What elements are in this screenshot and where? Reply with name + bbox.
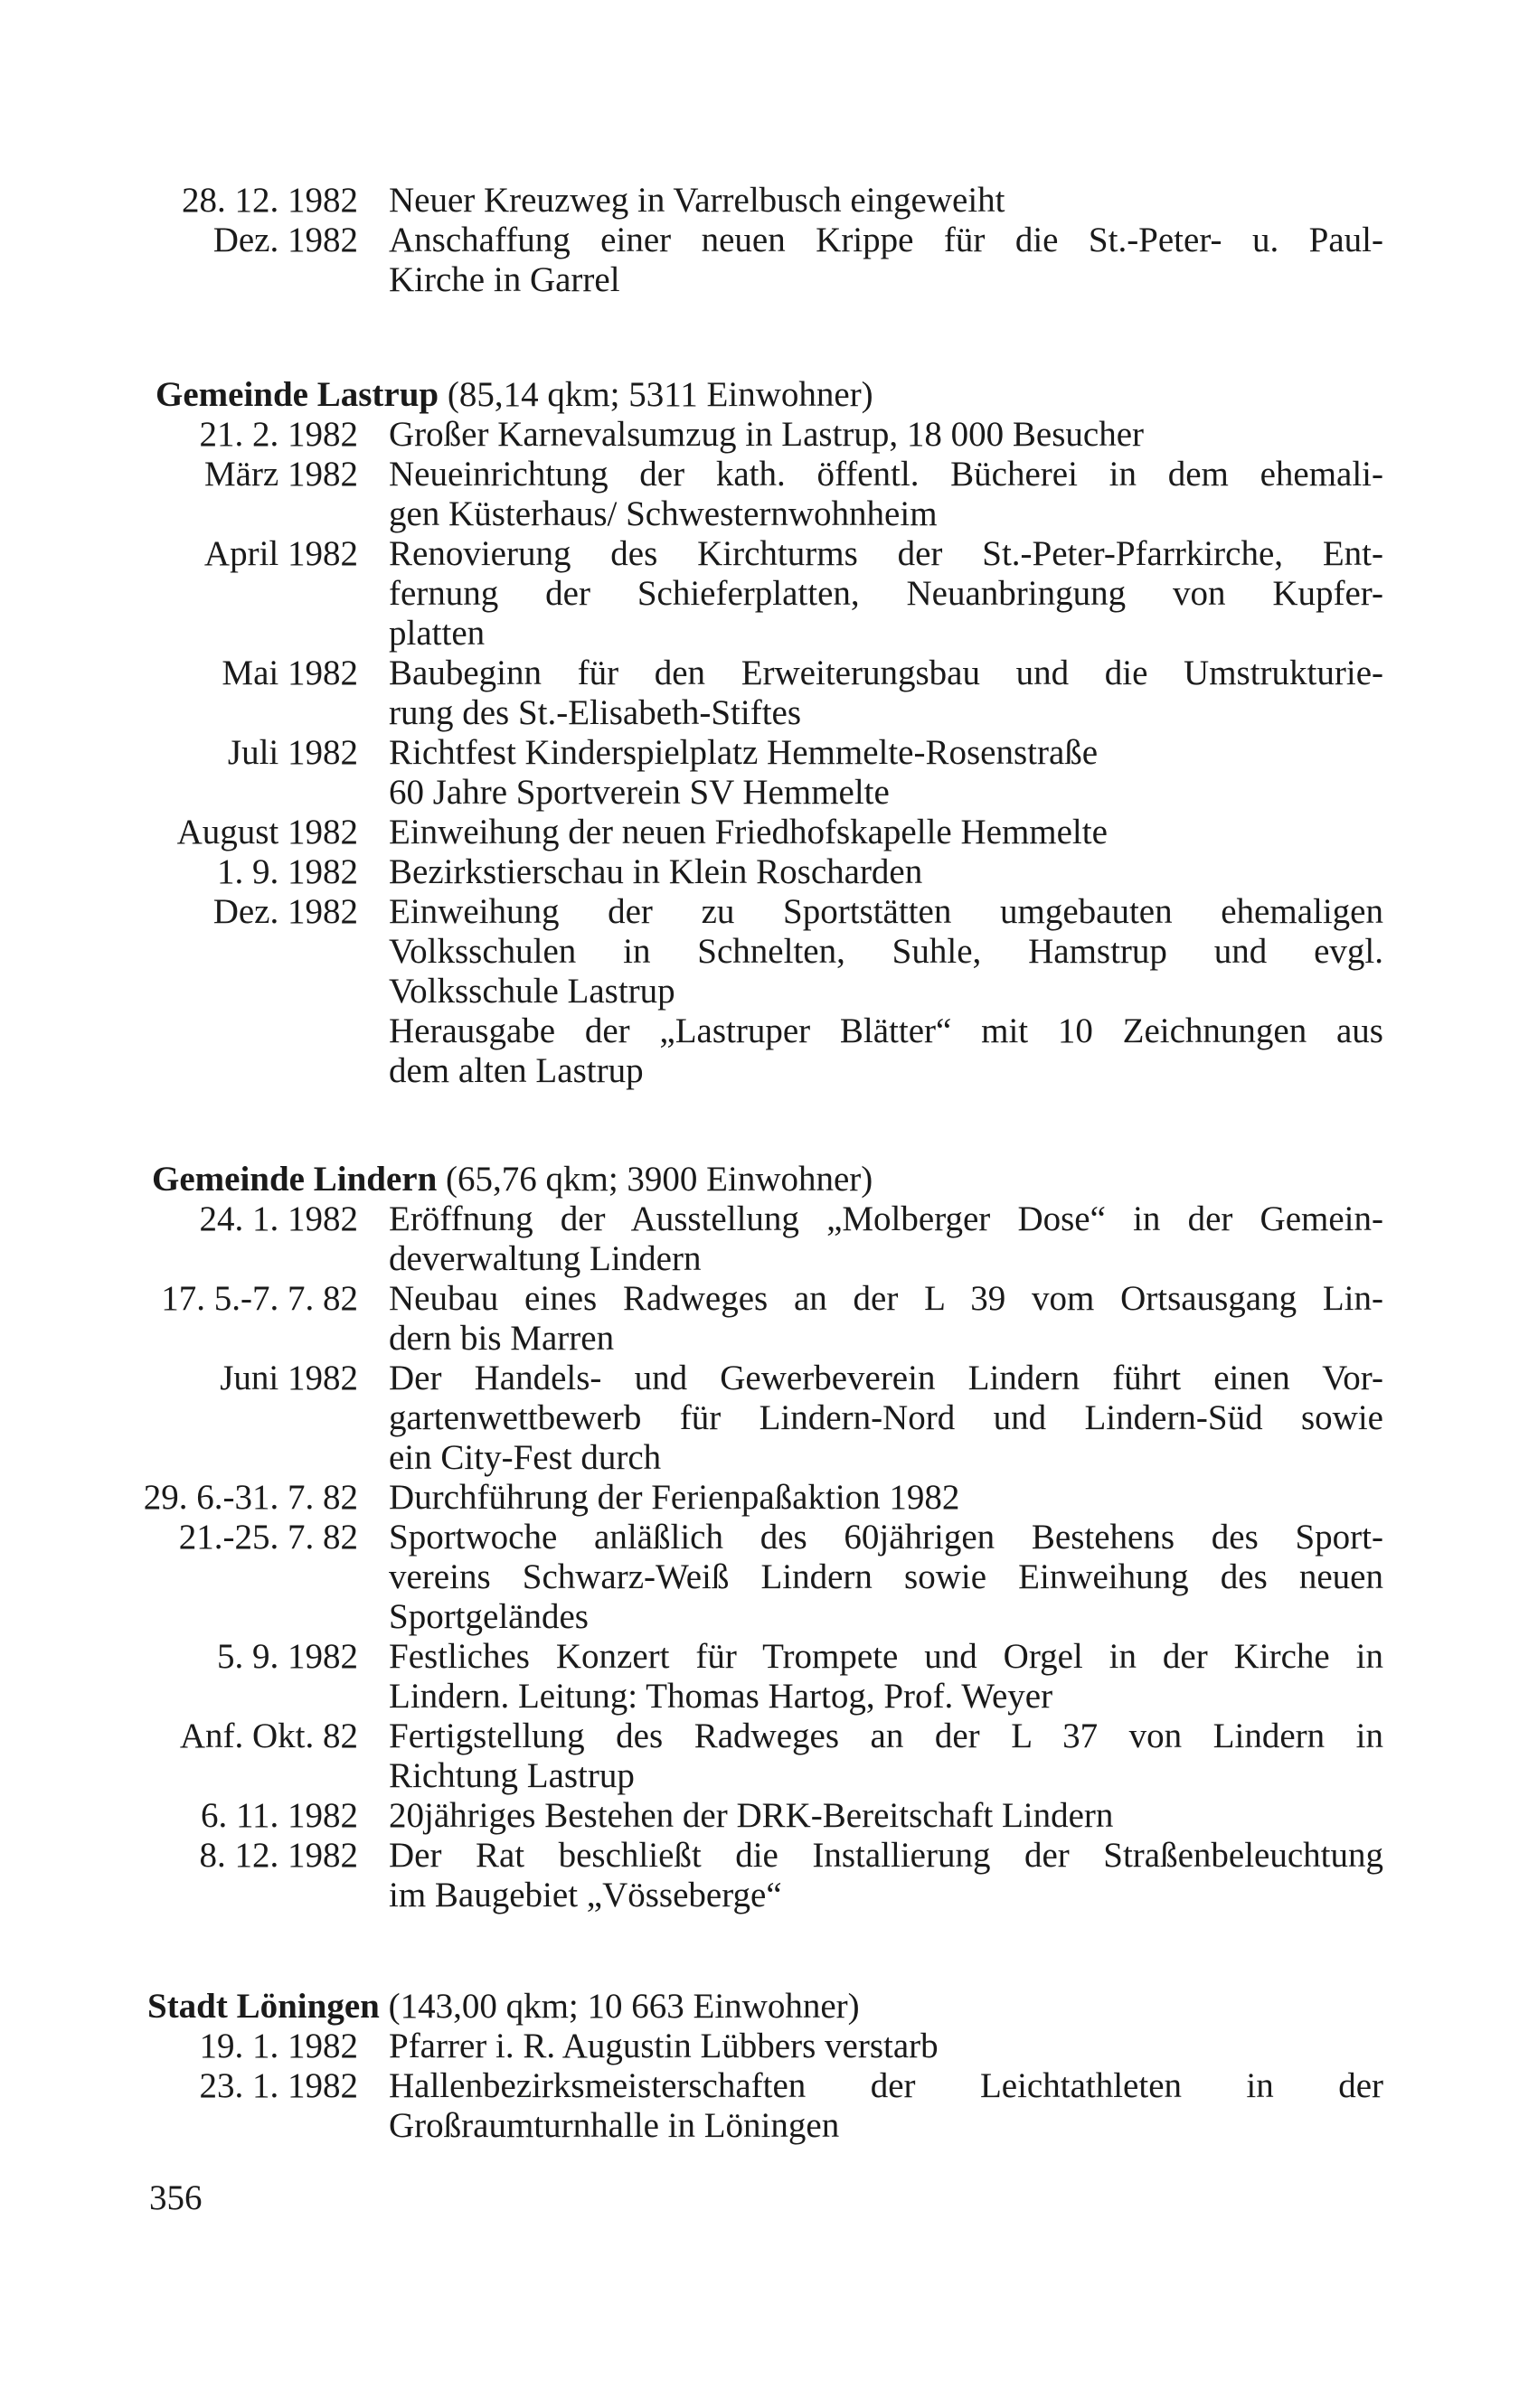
section-name: Gemeinde Lindern [152, 1160, 438, 1199]
entry-line: Anschaffung einer neuen Krippe für die St.-Peter- u. Paul- [389, 221, 1383, 259]
entry-date: 23. 1. 1982 [199, 2066, 358, 2105]
entry-line: dern bis Marren [389, 1319, 615, 1358]
page-number: 356 [149, 2178, 203, 2217]
entry-date: 21. 2. 1982 [199, 415, 358, 454]
entry-line: Eröffnung der Ausstellung „Molberger Dose“ in der Gemein- [389, 1199, 1383, 1238]
entry-date: 5. 9. 1982 [217, 1637, 358, 1676]
entry-line: Festliches Konzert für Trompete und Orgel in der Kirche in [389, 1637, 1383, 1676]
entry-line: Bezirkstierschau in Klein Roscharden [389, 852, 923, 891]
entry-line: dem alten Lastrup [389, 1051, 644, 1090]
entry-line: Der Rat beschließt die Installierung der Straßenbeleuchtung [389, 1836, 1383, 1875]
entry-line: Sportwoche anläßlich des 60jährigen Bestehens des Sport- [389, 1518, 1383, 1557]
entry-date: 17. 5.-7. 7. 82 [161, 1279, 358, 1318]
entry-line: Herausgabe der „Lastruper Blätter“ mit 10 Zeichnungen aus [389, 1011, 1383, 1050]
entry-line: Neueinrichtung der kath. öffentl. Bücherei in dem ehemali- [389, 455, 1383, 494]
entry-line: Sportgeländes [389, 1597, 589, 1636]
entry-line: Kirche in Garrel [389, 260, 620, 299]
entry-date: April 1982 [203, 534, 358, 573]
entry-line: fernung der Schieferplatten, Neuanbringung von Kupfer- [389, 574, 1383, 613]
entry-line: rung des St.-Elisabeth-Stiftes [389, 693, 802, 732]
entry-date: 28. 12. 1982 [182, 181, 358, 220]
entry-line: Volksschule Lastrup [389, 972, 675, 1011]
entry-line: Renovierung des Kirchturms der St.-Peter-Pfarrkirche, Ent- [389, 534, 1383, 573]
entry-date: Anf. Okt. 82 [179, 1717, 358, 1755]
entry-date: 6. 11. 1982 [200, 1796, 358, 1835]
entry-line: gartenwettbewerb für Lindern-Nord und Lindern-Süd sowie [389, 1398, 1383, 1437]
entry-line: 60 Jahre Sportverein SV Hemmelte [389, 773, 890, 812]
section-info: (65,76 qkm; 3900 Einwohner) [446, 1160, 873, 1199]
section-heading-lastrup [156, 375, 873, 415]
entry-date: März 1982 [203, 455, 358, 494]
entry-line: im Baugebiet „Vösseberge“ [389, 1876, 782, 1914]
entry-line: Baubeginn für den Erweiterungsbau und die Umstrukturie- [389, 654, 1383, 692]
entry-date: 1. 9. 1982 [217, 852, 358, 891]
entry-date: 24. 1. 1982 [199, 1199, 358, 1238]
entry-line: deverwaltung Lindern [389, 1239, 702, 1278]
section-heading-loeningen [147, 1987, 860, 2027]
section-name: Stadt Löningen [147, 1987, 380, 2026]
entry-date: Dez. 1982 [212, 892, 358, 931]
entry-line: ein City-Fest durch [389, 1438, 662, 1477]
entry-line: Hallenbezirksmeisterschaften der Leichtathleten in der [389, 2066, 1383, 2105]
entry-date: August 1982 [176, 813, 358, 851]
entry-line: Pfarrer i. R. Augustin Lübbers verstarb [389, 2027, 939, 2065]
entry-date: Dez. 1982 [212, 221, 358, 259]
entry-line: gen Küsterhaus/ Schwesternwohnheim [389, 494, 938, 533]
entry-line: Durchführung der Ferienpaßaktion 1982 [389, 1478, 960, 1517]
entry-date: 8. 12. 1982 [199, 1836, 358, 1875]
entry-line: Richtung Lastrup [389, 1756, 635, 1795]
entry-line: Großer Karnevalsumzug in Lastrup, 18 000 Besucher [389, 415, 1145, 454]
entry-line: Neuer Kreuzweg in Varrelbusch eingeweiht [389, 181, 1005, 220]
section-info: (143,00 qkm; 10 663 Einwohner) [388, 1987, 860, 2026]
entry-line: Der Handels- und Gewerbeverein Lindern führt einen Vor- [389, 1359, 1383, 1397]
entry-date: Juni 1982 [220, 1359, 358, 1397]
section-info: (85,14 qkm; 5311 Einwohner) [447, 375, 873, 414]
entry-date: 21.-25. 7. 82 [178, 1518, 358, 1557]
entry-line: Einweihung der neuen Friedhofskapelle Hemmelte [389, 813, 1108, 851]
entry-line: Richtfest Kinderspielplatz Hemmelte-Rosenstraße [389, 733, 1099, 772]
entry-date: 19. 1. 1982 [199, 2027, 358, 2065]
section-name: Gemeinde Lastrup [156, 375, 439, 414]
entry-line: Einweihung der zu Sportstätten umgebauten ehemaligen [389, 892, 1383, 931]
entry-line: Großraumturnhalle in Löningen [389, 2106, 840, 2145]
entry-line: platten [389, 614, 486, 653]
entry-line: Volksschulen in Schnelten, Suhle, Hamstrup und evgl. [389, 932, 1383, 971]
entry-line: Neubau eines Radweges an der L 39 vom Ortsausgang Lin- [389, 1279, 1383, 1318]
entry-line: Fertigstellung des Radweges an der L 37 von Lindern in [389, 1717, 1383, 1755]
entry-line: 20jähriges Bestehen der DRK-Bereitschaft Lindern [389, 1796, 1114, 1835]
entry-date: Juli 1982 [227, 733, 358, 772]
entry-date: Mai 1982 [222, 654, 358, 692]
section-heading-lindern [152, 1160, 873, 1199]
entry-line: vereins Schwarz-Weiß Lindern sowie Einweihung des neuen [389, 1557, 1383, 1596]
entry-line: Lindern. Leitung: Thomas Hartog, Prof. Weyer [389, 1677, 1053, 1716]
entry-date: 29. 6.-31. 7. 82 [143, 1478, 358, 1517]
